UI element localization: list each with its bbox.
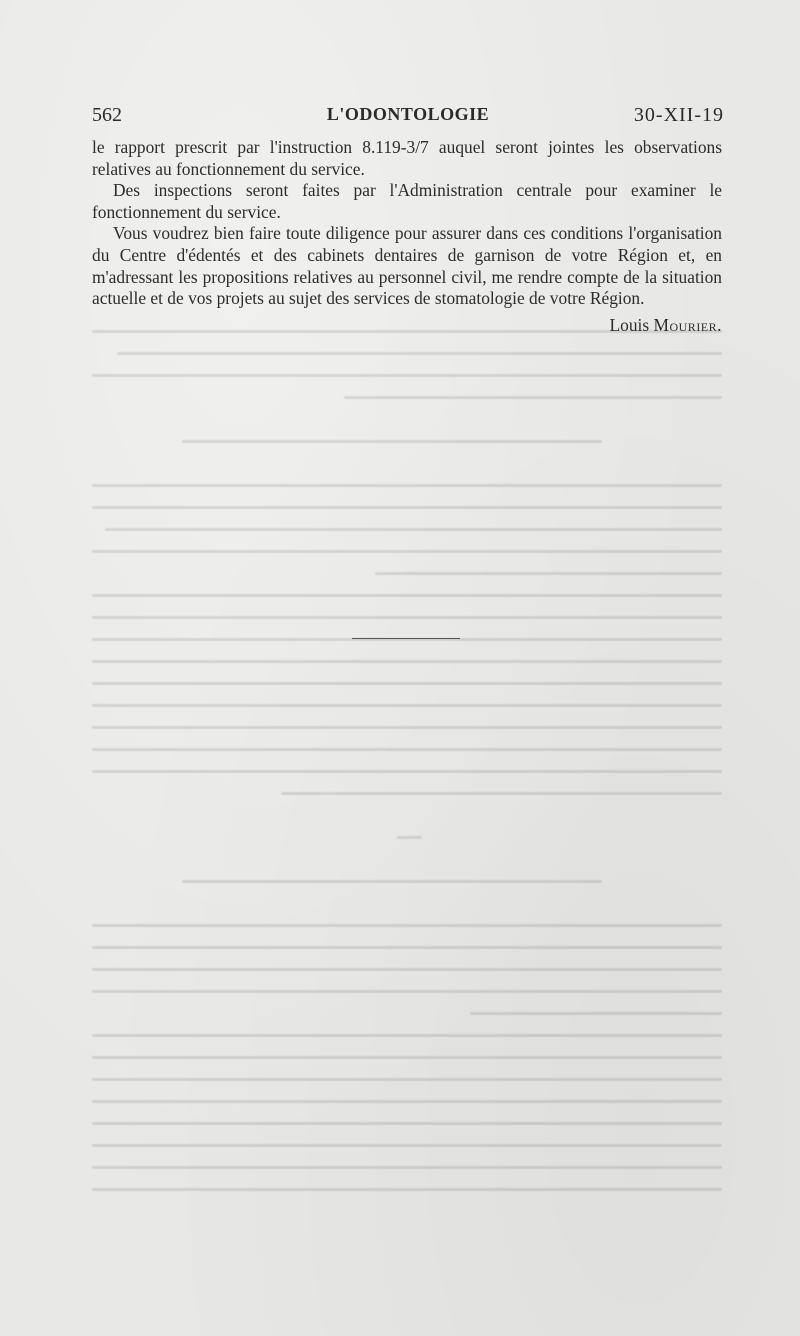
paragraph-3: Vous voudrez bien faire toute diligence pour assurer dans ces conditions l'organisation du Centre d'édentés et des cabinets dentaires de garnison de votre Région et, en m'adressant les propositions relatives au personnel civil, me rendre compte de la situation actuelle et de vos projets au sujet des services de stomatologie de votre Région. — [92, 223, 722, 309]
signature-last-name: Mourier. — [653, 314, 722, 335]
running-header — [92, 100, 724, 130]
signature — [92, 315, 722, 337]
paragraph-2: Des inspections seront faites par l'Administration centrale pour examiner le fonctionnement du service. — [92, 180, 722, 222]
journal-title: L'ODONTOLOGIE — [326, 104, 490, 124]
section-divider — [352, 638, 460, 639]
page-number: 562 — [92, 104, 122, 126]
bleed-through-text — [92, 330, 722, 1230]
article-body — [92, 137, 722, 336]
signature-first-name: Louis — [609, 314, 650, 335]
issue-date: 30-XII-19 — [633, 104, 724, 126]
paragraph-1: le rapport prescrit par l'instruction 8.119-3/7 auquel seront jointes les observations relatives au fonctionnement du service. — [92, 137, 722, 179]
